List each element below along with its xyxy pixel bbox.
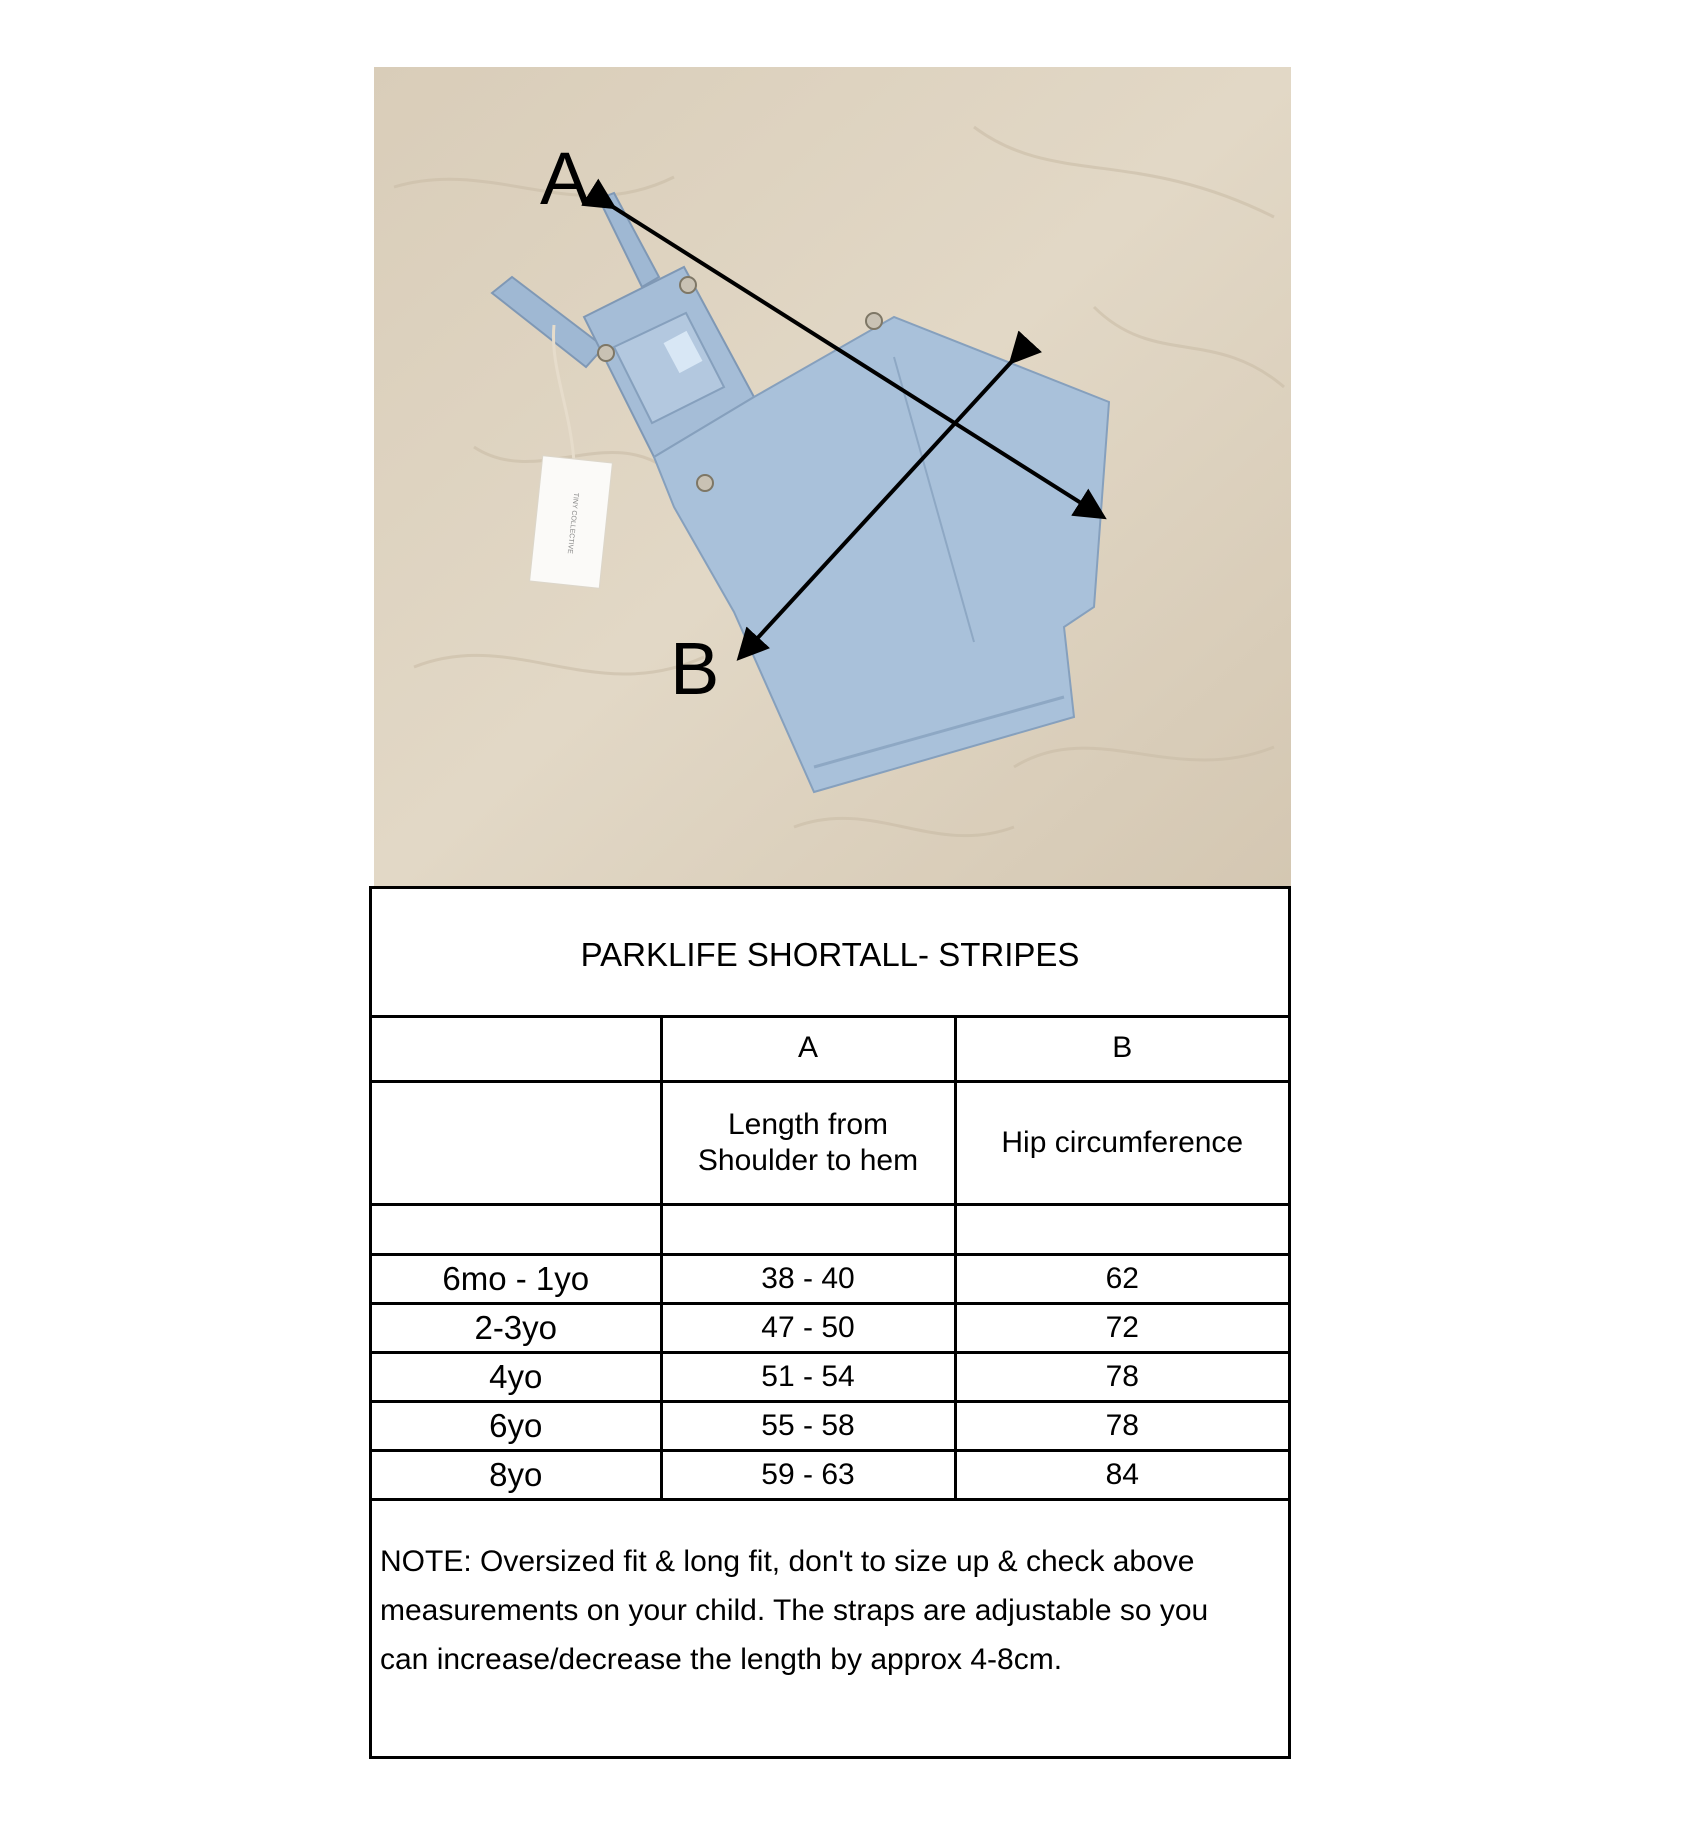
length-cell: 55 - 58 <box>661 1402 955 1451</box>
spacer-row <box>372 1205 1288 1255</box>
size-cell: 6mo - 1yo <box>372 1255 661 1304</box>
size-chart <box>369 886 1291 1759</box>
spacer-cell <box>661 1205 955 1255</box>
length-cell: 47 - 50 <box>661 1304 955 1353</box>
hip-cell: 78 <box>955 1353 1288 1402</box>
button-left <box>598 345 614 361</box>
hip-cell: 84 <box>955 1451 1288 1500</box>
size-table <box>372 1015 1288 1501</box>
button-right <box>680 277 696 293</box>
table-row <box>372 1451 1288 1500</box>
size-cell: 4yo <box>372 1353 661 1402</box>
description-row <box>372 1082 1288 1205</box>
desc-a-line1: Length from <box>727 1108 889 1141</box>
column-header-row <box>372 1015 1288 1082</box>
note-line-3: can increase/decrease the length by approx 4-8cm. <box>380 1643 1063 1676</box>
size-cell: 6yo <box>372 1402 661 1451</box>
desc-b: Hip circumference <box>955 1082 1288 1205</box>
table-row <box>372 1402 1288 1451</box>
table-row <box>372 1304 1288 1353</box>
tag-brand-text: TINY COLLECTIVE <box>565 492 580 555</box>
desc-size <box>372 1082 661 1205</box>
size-cell: 2-3yo <box>372 1304 661 1353</box>
length-cell: 51 - 54 <box>661 1353 955 1402</box>
desc-a-line2: Shoulder to hem <box>697 1144 919 1177</box>
note-line-1: NOTE: Oversized fit & long fit, don't to size up & check above <box>380 1545 1195 1578</box>
hip-cell: 78 <box>955 1402 1288 1451</box>
marker-a: A <box>540 137 590 220</box>
hip-cell: 62 <box>955 1255 1288 1304</box>
length-cell: 59 - 63 <box>661 1451 955 1500</box>
table-row <box>372 1353 1288 1402</box>
button-side-right <box>866 313 882 329</box>
desc-a <box>661 1082 955 1205</box>
size-cell: 8yo <box>372 1451 661 1500</box>
spacer-cell <box>955 1205 1288 1255</box>
marker-b: B <box>670 627 720 710</box>
hip-cell: 72 <box>955 1304 1288 1353</box>
product-photo <box>374 67 1291 887</box>
chart-title: PARKLIFE SHORTALL- STRIPES <box>372 889 1288 1018</box>
length-cell: 38 - 40 <box>661 1255 955 1304</box>
fit-note <box>380 1537 1268 1684</box>
header-size <box>372 1015 661 1082</box>
spacer-cell <box>372 1205 661 1255</box>
note-line-2: measurements on your child. The straps are adjustable so you <box>380 1594 1209 1627</box>
header-a: A <box>661 1015 955 1082</box>
button-side-left <box>697 475 713 491</box>
header-b: B <box>955 1015 1288 1082</box>
table-row <box>372 1255 1288 1304</box>
